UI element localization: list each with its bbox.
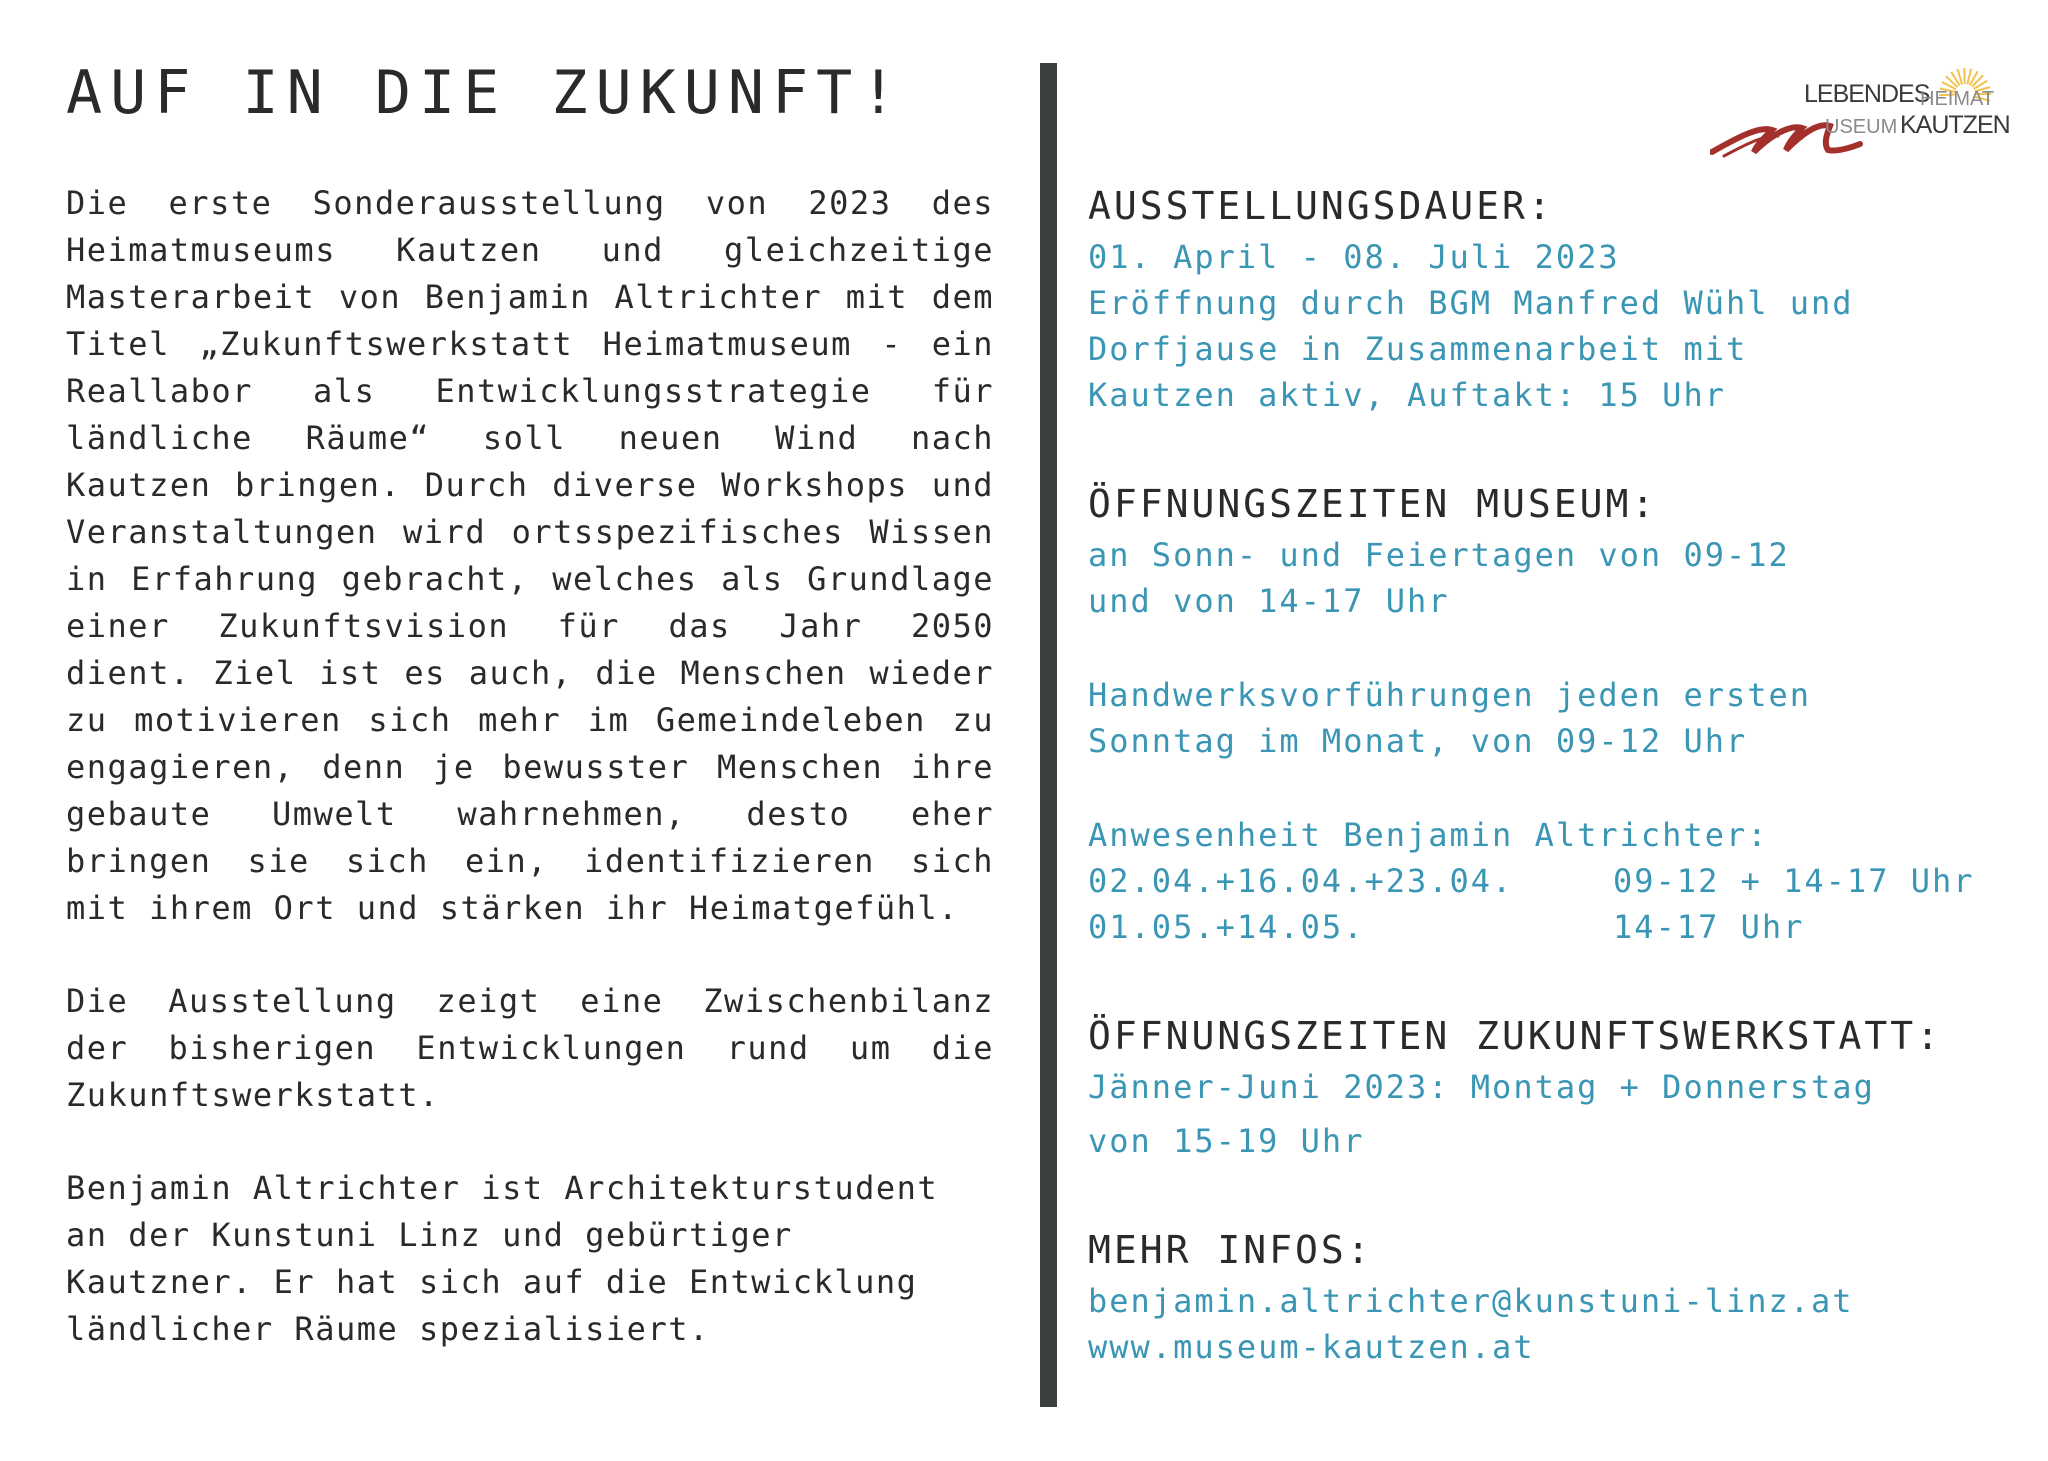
duration-section [1088, 182, 2028, 418]
hours-line: an Sonn- und Feiertagen von 09-12 [1088, 536, 1790, 574]
duration-line: Kautzen aktiv, Auftakt: 15 Uhr [1088, 376, 1726, 414]
museum-hours-heading: ÖFFNUNGSZEITEN MUSEUM: [1088, 482, 1658, 526]
workshop-hours-heading: ÖFFNUNGSZEITEN ZUKUNFTSWERKSTATT: [1088, 1014, 1942, 1058]
author-paragraph: Benjamin Altrichter ist Architekturstudent an der Kunstuni Linz und gebürtiger Kautzner. Er hat sich auf die Entwicklung ländlicher Räume spezialisiert. [66, 1169, 939, 1348]
logo-text-heimat: HEIMAT [1920, 88, 1995, 110]
duration-line: Dorfjause in Zusammenarbeit mit [1088, 330, 1748, 368]
museum-logo [1710, 56, 2010, 166]
workshop-line: Jänner-Juni 2023: Montag + Donnerstag [1088, 1068, 1875, 1106]
page-title: AUF IN DIE ZUKUNFT! [66, 58, 905, 128]
craft-line: Handwerksvorführungen jeden ersten [1088, 676, 1812, 714]
craft-line: Sonntag im Monat, von 09-12 Uhr [1088, 722, 1748, 760]
logo-text-useum: USEUM [1825, 116, 1898, 138]
presence-time: 09-12 + 14-17 Uhr [1613, 862, 1975, 900]
exhibition-paragraph: Die Ausstellung zeigt eine Zwischenbilanz der bisherigen Entwicklungen rund um die Zukunftswerkstatt. [66, 982, 994, 1114]
duration-line: Eröffnung durch BGM Manfred Wühl und [1088, 284, 1854, 322]
more-info-heading: MEHR INFOS: [1088, 1228, 1373, 1272]
presence-dates: 02.04.+16.04.+23.04. [1088, 862, 1514, 900]
presence-time: 14-17 Uhr [1613, 908, 1805, 946]
intro-paragraph: Die erste Sonderausstellung von 2023 des Heimatmuseums Kautzen und gleichzeitige Masterarbeit von Benjamin Altrichter mit dem Titel „Zukunftswerkstatt Heimatmuseum - ein Reallabor als Entwicklungsstrategie für ländliche Räume“ soll neuen Wind nach Kautzen bringen. Durch diverse Workshops und Veranstaltungen wird ortsspezifisches Wissen in Erfahrung gebracht, welches als Grundlage einer Zukunftsvision für das Jahr 2050 dient. Ziel ist es auch, die Menschen wieder zu motivieren sich mehr im Gemeindeleben zu engagieren, denn je bewusster Menschen ihre gebaute Umwelt wahrnehmen, desto eher bringen sie sich ein, identifizieren sich mit ihrem Ort und stärken ihr Heimatgefühl. [66, 184, 994, 927]
description-column [66, 180, 994, 1399]
logo-text-lebendes: LEBENDES [1804, 80, 1930, 108]
museum-hours-section [1088, 480, 2028, 950]
presence-label: Anwesenheit Benjamin Altrichter: [1088, 816, 1769, 854]
workshop-hours-section [1088, 1012, 2028, 1164]
column-divider [1040, 63, 1057, 1407]
presence-block [1088, 812, 2028, 950]
email-link[interactable]: benjamin.altrichter@kunstuni-linz.at [1088, 1282, 1854, 1320]
hours-line: und von 14-17 Uhr [1088, 582, 1450, 620]
presence-dates: 01.05.+14.05. [1088, 908, 1365, 946]
presence-row [1088, 858, 2028, 904]
workshop-line: von 15-19 Uhr [1088, 1122, 1365, 1160]
regular-hours [1088, 532, 2028, 624]
more-info-section [1088, 1226, 2028, 1370]
info-column [1088, 182, 2028, 1370]
craft-demos [1088, 672, 2028, 764]
duration-heading: AUSSTELLUNGSDAUER: [1088, 184, 1554, 228]
website-link[interactable]: www.museum-kautzen.at [1088, 1328, 1535, 1366]
duration-line: 01. April - 08. Juli 2023 [1088, 238, 1620, 276]
presence-row [1088, 904, 2028, 950]
logo-text-kautzen: KAUTZEN [1900, 111, 2010, 139]
